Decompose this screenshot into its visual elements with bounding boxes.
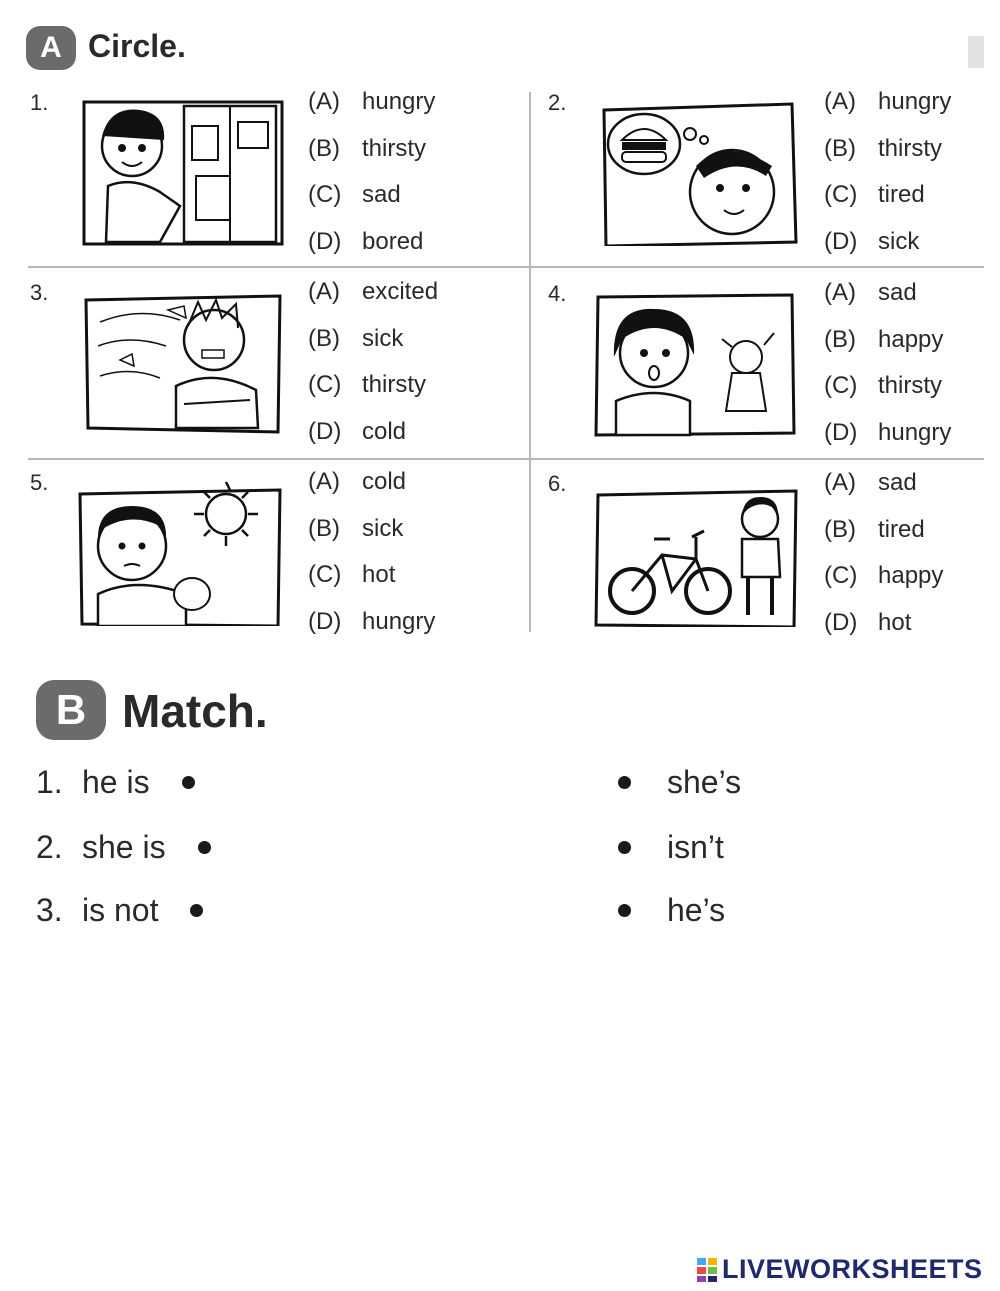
match-right-text: she’s — [667, 764, 742, 800]
option-letter: (C) — [308, 561, 342, 588]
option-letter: (B) — [308, 324, 340, 352]
option-d[interactable] — [308, 608, 435, 655]
option-text: cold — [362, 468, 407, 495]
option-text: thirsty — [878, 372, 943, 399]
option-text: excited — [362, 278, 439, 305]
option-letter: (D) — [308, 227, 342, 255]
match-left-dot[interactable] — [182, 776, 195, 789]
match-left-text: is not — [82, 892, 159, 928]
option-b[interactable] — [824, 135, 951, 182]
match-left-item-3 — [36, 892, 203, 929]
girl-at-fridge-picture — [80, 96, 290, 246]
option-letter: (A) — [308, 88, 340, 115]
liveworksheets-logo-icon — [696, 1257, 718, 1283]
option-text: hungry — [362, 88, 436, 115]
match-number: 2. — [36, 829, 63, 865]
option-letter: (D) — [824, 418, 858, 446]
match-right-item-1 — [618, 764, 741, 801]
boy-shivering-in-wind-picture — [80, 286, 290, 436]
question-2 — [548, 88, 1000, 268]
option-c[interactable] — [308, 181, 435, 228]
section-b-title: Match. — [122, 685, 268, 737]
match-right-dot[interactable] — [618, 904, 631, 917]
option-text: happy — [878, 325, 944, 353]
logo-text: LIVEWORKSHEETS — [722, 1254, 983, 1284]
question-4 — [548, 279, 1000, 459]
question-number: 3. — [30, 280, 49, 305]
answer-options — [824, 88, 951, 274]
option-text: thirsty — [362, 371, 427, 398]
option-c[interactable] — [308, 561, 435, 608]
option-letter: (B) — [824, 134, 856, 162]
match-left-item-1 — [36, 764, 195, 801]
question-number: 1. — [30, 90, 49, 115]
column-divider — [529, 92, 531, 632]
option-letter: (A) — [308, 468, 340, 495]
option-text: tired — [878, 181, 925, 208]
option-text: happy — [878, 562, 944, 589]
option-b[interactable] — [308, 135, 435, 182]
question-number: 2. — [548, 90, 567, 115]
option-letter: (B) — [308, 134, 340, 162]
option-text: hot — [878, 608, 912, 636]
match-left-dot[interactable] — [190, 904, 203, 917]
question-5 — [30, 468, 500, 648]
girl-with-broken-doll-picture — [592, 287, 802, 437]
option-text: sad — [362, 181, 401, 208]
option-text: sick — [878, 227, 920, 255]
option-d[interactable] — [824, 228, 951, 275]
option-text: hungry — [878, 88, 952, 115]
option-a[interactable] — [824, 88, 951, 135]
section-b-badge: B — [36, 680, 106, 740]
match-right-item-2 — [618, 829, 724, 866]
answer-options — [308, 468, 435, 654]
match-right-text: isn’t — [667, 829, 724, 865]
option-b[interactable] — [824, 516, 943, 563]
option-text: hot — [362, 561, 396, 588]
question-number: 4. — [548, 281, 567, 306]
option-letter: (C) — [824, 181, 858, 208]
answer-options — [308, 88, 435, 274]
option-letter: (C) — [824, 372, 858, 399]
option-b[interactable] — [308, 515, 435, 562]
option-letter: (A) — [824, 279, 856, 306]
option-letter: (C) — [824, 562, 858, 589]
option-letter: (D) — [824, 227, 858, 255]
girl-dreaming-of-burger-picture — [596, 96, 806, 246]
question-3 — [30, 278, 500, 458]
liveworksheets-logo[interactable] — [696, 1254, 983, 1285]
question-1 — [30, 88, 500, 268]
option-text: cold — [362, 417, 407, 445]
match-left-text: she is — [82, 829, 166, 865]
option-text: sad — [878, 279, 917, 306]
option-a[interactable] — [308, 468, 435, 515]
option-d[interactable] — [824, 419, 951, 466]
answer-options — [824, 469, 943, 655]
question-number: 5. — [30, 470, 49, 495]
option-letter: (A) — [824, 469, 856, 496]
option-text: hungry — [362, 607, 436, 635]
option-d[interactable] — [824, 609, 943, 656]
match-number: 3. — [36, 892, 63, 928]
option-c[interactable] — [308, 371, 438, 418]
match-number: 1. — [36, 764, 63, 800]
option-letter: (C) — [308, 181, 342, 208]
question-number: 6. — [548, 471, 567, 496]
option-letter: (D) — [308, 417, 342, 445]
option-d[interactable] — [308, 228, 435, 275]
option-text: thirsty — [362, 134, 427, 162]
answer-options — [824, 279, 951, 465]
option-b[interactable] — [824, 326, 951, 373]
option-text: sick — [362, 324, 404, 352]
option-d[interactable] — [308, 418, 438, 465]
option-a[interactable] — [308, 278, 438, 325]
boy-sweating-in-sun-picture — [76, 476, 286, 626]
scrollbar-thumb[interactable] — [968, 36, 984, 68]
option-letter: (C) — [308, 371, 342, 398]
section-a-badge: A — [26, 26, 76, 70]
match-right-dot[interactable] — [618, 841, 631, 854]
match-left-item-2 — [36, 829, 211, 866]
option-a[interactable] — [824, 469, 943, 516]
boy-with-new-bike-picture — [592, 477, 802, 627]
match-left-text: he is — [82, 764, 150, 800]
match-left-dot[interactable] — [198, 841, 211, 854]
option-c[interactable] — [824, 181, 951, 228]
option-text: hungry — [878, 418, 952, 446]
option-text: thirsty — [878, 134, 943, 162]
option-letter: (B) — [824, 515, 856, 543]
option-text: sad — [878, 469, 917, 496]
option-letter: (A) — [308, 278, 340, 305]
option-text: sick — [362, 514, 404, 542]
section-a-title: Circle. — [88, 28, 186, 64]
match-right-dot[interactable] — [618, 776, 631, 789]
option-text: tired — [878, 515, 925, 543]
option-c[interactable] — [824, 562, 943, 609]
option-letter: (A) — [824, 88, 856, 115]
option-a[interactable] — [308, 88, 435, 135]
match-right-text: he’s — [667, 892, 726, 928]
option-text: bored — [362, 227, 424, 255]
answer-options — [308, 278, 438, 464]
option-a[interactable] — [824, 279, 951, 326]
option-letter: (D) — [824, 608, 858, 636]
option-c[interactable] — [824, 372, 951, 419]
option-letter: (D) — [308, 607, 342, 635]
match-right-item-3 — [618, 892, 725, 929]
option-letter: (B) — [824, 325, 856, 353]
option-b[interactable] — [308, 325, 438, 372]
question-6 — [548, 469, 1000, 649]
option-letter: (B) — [308, 514, 340, 542]
